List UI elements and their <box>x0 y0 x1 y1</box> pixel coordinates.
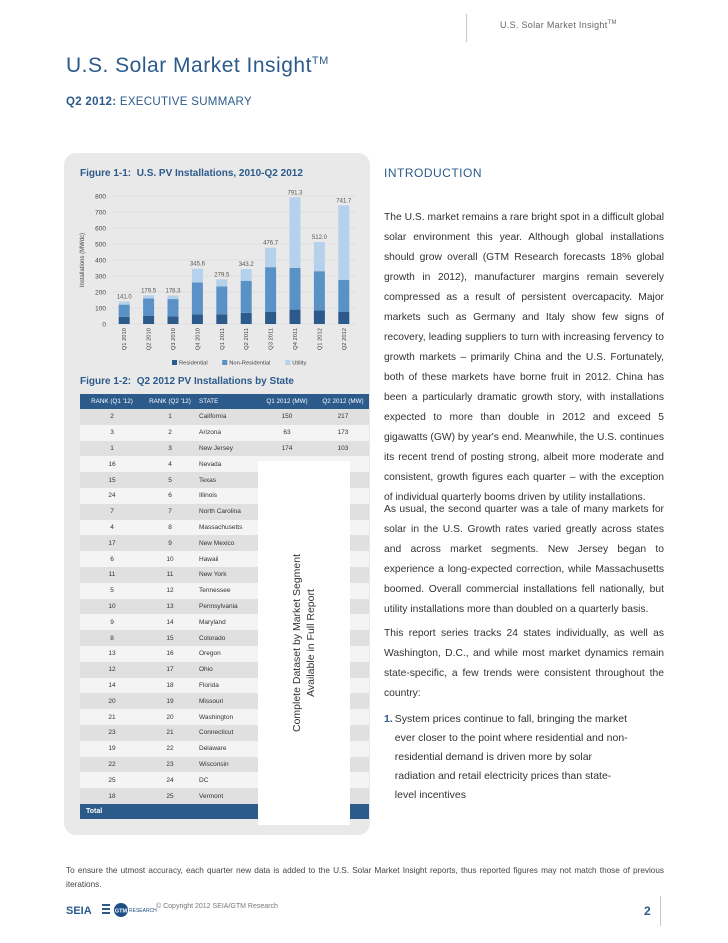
bar-segment-non-residential <box>241 281 252 313</box>
legend-label: Utility <box>292 360 307 367</box>
data-label: 178.3 <box>165 288 181 295</box>
table-cell: 19 <box>80 741 144 757</box>
page-subtitle: Q2 2012: EXECUTIVE SUMMARY <box>66 96 252 108</box>
bar-segment-residential <box>168 316 179 324</box>
y-tick-label: 600 <box>95 225 106 233</box>
table-cell: Nevada <box>196 456 257 472</box>
table-header-row <box>80 394 369 409</box>
bar-segment-non-residential <box>338 280 349 312</box>
table-cell: 18 <box>80 788 144 804</box>
table-cell: 25 <box>144 788 196 804</box>
table-cell: 174 <box>257 441 317 457</box>
bar-segment-utility <box>338 205 349 280</box>
table-cell: Missouri <box>196 693 257 709</box>
y-tick-label: 100 <box>95 305 106 313</box>
table-cell: 9 <box>144 535 196 551</box>
bar-segment-utility <box>192 269 203 283</box>
table-cell: Arizona <box>196 425 257 441</box>
table-cell: 6 <box>144 488 196 504</box>
bar-segment-utility <box>216 279 227 286</box>
table-cell: DC <box>196 772 257 788</box>
table-cell: 7 <box>80 504 144 520</box>
data-label: 343.2 <box>238 262 254 269</box>
bar-segment-non-residential <box>192 282 203 314</box>
copyright: © Copyright 2012 SEIA/GTM Research <box>156 903 278 910</box>
y-tick-label: 500 <box>95 241 106 249</box>
bar-segment-residential <box>143 316 154 324</box>
figure1-caption: Figure 1-1: U.S. PV Installations, 2010-Q2 2012 <box>80 168 303 179</box>
table-cell: 6 <box>80 551 144 567</box>
svg-text:RESEARCH: RESEARCH <box>129 908 157 914</box>
data-label: 741.7 <box>336 198 352 205</box>
bar-segment-residential <box>119 317 130 324</box>
bar-segment-non-residential <box>290 268 301 310</box>
table-cell: 2 <box>144 425 196 441</box>
bar-segment-residential <box>314 310 325 324</box>
table-cell: Hawaii <box>196 551 257 567</box>
table-cell: 16 <box>144 646 196 662</box>
table-header-cell: STATE <box>196 394 257 409</box>
table-cell: 23 <box>144 757 196 773</box>
bar-segment-residential <box>192 314 203 324</box>
table-cell: 173 <box>317 425 369 441</box>
full-report-notice: Complete Dataset by Market Segment Available in Full Report <box>290 554 317 732</box>
legend-swatch <box>222 360 227 365</box>
table-cell: 16 <box>80 456 144 472</box>
table-header-cell: Q2 2012 (MW) <box>317 394 369 409</box>
data-label: 141.0 <box>116 294 132 301</box>
table-cell: 8 <box>144 520 196 536</box>
table-cell: 63 <box>257 425 317 441</box>
x-tick-label: Q4 2011 <box>293 328 299 350</box>
bar-segment-utility <box>143 295 154 298</box>
table-cell: 22 <box>144 741 196 757</box>
table-cell: Florida <box>196 678 257 694</box>
page-number: 2 <box>644 904 651 918</box>
x-tick-label: Q2 2010 <box>146 328 153 351</box>
bar-segment-non-residential <box>216 286 227 314</box>
table-row <box>80 409 369 425</box>
table-cell: 17 <box>144 662 196 678</box>
table-cell: New Jersey <box>196 441 257 457</box>
legend-label: Residential <box>179 360 208 367</box>
legend-swatch <box>285 360 290 365</box>
trend-list-item <box>384 710 664 805</box>
table-cell: 19 <box>144 693 196 709</box>
table-row <box>80 425 369 441</box>
figure2-caption: Figure 1-2: Q2 2012 PV Installations by State <box>80 376 294 387</box>
x-tick-label: Q1 2012 <box>317 328 324 351</box>
table-cell: 14 <box>144 614 196 630</box>
table-row <box>80 441 369 457</box>
bar-segment-non-residential <box>143 298 154 316</box>
legend-label: Non-Residential <box>229 360 271 367</box>
legend-swatch <box>172 360 177 365</box>
table-cell: 20 <box>144 709 196 725</box>
bar-segment-utility <box>241 269 252 281</box>
table-cell: Washington <box>196 709 257 725</box>
table-cell: 7 <box>144 504 196 520</box>
running-header: U.S. Solar Market Insight™ <box>500 20 617 30</box>
table-cell: 13 <box>144 599 196 615</box>
table-cell: 21 <box>144 725 196 741</box>
list-text: System prices continue to fall, bringing the market ever closer to the point where residential and non-residential demand is driven more by solar radiation and retail electricity prices than state-level incentives <box>394 713 628 801</box>
y-tick-label: 0 <box>102 321 106 329</box>
table-cell: 17 <box>80 535 144 551</box>
y-tick-label: 200 <box>95 289 106 297</box>
x-tick-label: Q4 2010 <box>195 328 202 351</box>
data-label: 512.0 <box>311 235 327 242</box>
y-tick-label: 400 <box>95 257 106 265</box>
y-tick-label: 800 <box>95 193 106 201</box>
x-tick-label: Q3 2010 <box>171 328 177 351</box>
table-cell: 24 <box>144 772 196 788</box>
y-axis-label: Installations (MWdc) <box>80 232 86 288</box>
bar-segment-non-residential <box>119 305 130 317</box>
table-cell: Maryland <box>196 614 257 630</box>
table-cell: 9 <box>80 614 144 630</box>
x-tick-label: Q2 2011 <box>244 328 251 350</box>
table-cell: 12 <box>144 583 196 599</box>
page-title: U.S. Solar Market Insight™ <box>66 54 329 77</box>
table-cell: 25 <box>80 772 144 788</box>
bar-segment-residential <box>338 312 349 324</box>
table-cell: 15 <box>144 630 196 646</box>
table-cell: 3 <box>80 425 144 441</box>
table-cell: 18 <box>144 678 196 694</box>
bar-segment-residential <box>216 314 227 324</box>
table-cell: 1 <box>144 409 196 425</box>
x-tick-label: Q3 2011 <box>268 328 275 350</box>
bar-segment-non-residential <box>168 299 179 316</box>
table-cell: New York <box>196 567 257 583</box>
table-cell: 5 <box>144 472 196 488</box>
table-cell: 4 <box>144 456 196 472</box>
table-cell: 4 <box>80 520 144 536</box>
bar-segment-utility <box>119 301 130 304</box>
table-cell: North Carolina <box>196 504 257 520</box>
table-cell: 12 <box>80 662 144 678</box>
y-tick-label: 700 <box>95 209 106 217</box>
data-label: 476.7 <box>263 240 279 247</box>
table-cell: Massachusetts <box>196 520 257 536</box>
bar-segment-residential <box>241 313 252 324</box>
table-cell: Connecticut <box>196 725 257 741</box>
data-label: 345.6 <box>189 261 205 268</box>
header-divider <box>466 14 467 42</box>
seia-logo: SEIA <box>66 905 92 917</box>
intro-paragraph-1: The U.S. market remains a rare bright spot in a difficult global solar environment this year. Although global installations should grow overall (GTM Research forecasts 18% global growth in 2012), manufacturer margins remain severely compressed as a result of persistent overcapacity. Major markets such as Germany and Italy show few signs of recovery, leading suppliers to turn with increasing fervency to growth markets – primarily China and the U.S. Fortunately, both of these markets have borne fruit in 2012. China has been a particularly dramatic growth story, with installations expected to more than double in 2012 and exceed 5 gigawatts (GW) by year's end. Meanwhile, the U.S. continues its recent trend of posting strong, albeit more moderate and consistent, growth figures each quarter – with the exception of individual quarterly booms driven by utility installations. <box>384 212 664 503</box>
table-cell: 22 <box>80 757 144 773</box>
bar-segment-utility <box>168 295 179 299</box>
x-tick-label: Q2 2012 <box>341 328 348 351</box>
footnote: To ensure the utmost accuracy, each quarter new data is added to the U.S. Solar Market Insight reports, thus reported figures may not match those of previous iterations. <box>66 866 664 889</box>
bar-segment-non-residential <box>314 271 325 310</box>
table-cell: Texas <box>196 472 257 488</box>
table-cell: Wisconsin <box>196 757 257 773</box>
total-label: Total <box>80 804 144 819</box>
table-cell: 10 <box>80 599 144 615</box>
x-tick-label: Q1 2010 <box>122 328 129 351</box>
bar-segment-utility <box>290 197 301 268</box>
table-cell: Illinois <box>196 488 257 504</box>
table-cell: Colorado <box>196 630 257 646</box>
svg-text:GTM: GTM <box>114 908 128 915</box>
intro-paragraph-2: As usual, the second quarter was a tale of many markets for solar in the U.S. Growth rates varied greatly across states and across market segments. New Jersey began to experience a long-expected correction, while Massachusetts boomed. Overall commercial installations fell nationally, but utility installations more than doubled on a quarterly basis. <box>384 504 664 615</box>
table-cell: Vermont <box>196 788 257 804</box>
table-cell: Ohio <box>196 662 257 678</box>
list-number: 1. <box>384 713 393 725</box>
intro-heading: INTRODUCTION <box>384 166 482 180</box>
data-label: 791.3 <box>287 190 303 197</box>
table-cell: 13 <box>80 646 144 662</box>
table-cell: 217 <box>317 409 369 425</box>
table-cell: 14 <box>80 678 144 694</box>
table-cell: 23 <box>80 725 144 741</box>
installations-chart <box>80 184 360 374</box>
table-cell: 11 <box>144 567 196 583</box>
table-header-cell: Q1 2012 (MW) <box>257 394 317 409</box>
table-cell: 1 <box>80 441 144 457</box>
bar-segment-utility <box>314 242 325 271</box>
page-number-divider <box>660 896 661 926</box>
table-cell: 11 <box>80 567 144 583</box>
x-tick-label: Q1 2011 <box>219 328 226 350</box>
bar-segment-residential <box>290 310 301 324</box>
table-cell: New Mexico <box>196 535 257 551</box>
table-cell: Tennessee <box>196 583 257 599</box>
table-cell: 21 <box>80 709 144 725</box>
table-cell: 150 <box>257 409 317 425</box>
table-cell: 2 <box>80 409 144 425</box>
data-label: 279.5 <box>214 272 230 279</box>
table-cell: Oregon <box>196 646 257 662</box>
bar-segment-utility <box>265 248 276 267</box>
y-tick-label: 300 <box>95 273 106 281</box>
table-cell: 3 <box>144 441 196 457</box>
data-label: 179.5 <box>141 288 157 295</box>
table-cell: 103 <box>317 441 369 457</box>
table-header-cell: RANK (Q1 '12) <box>80 394 144 409</box>
table-cell: Delaware <box>196 741 257 757</box>
table-cell: 24 <box>80 488 144 504</box>
table-cell: 20 <box>80 693 144 709</box>
table-cell: Pennsylvania <box>196 599 257 615</box>
intro-paragraph-3: This report series tracks 24 states individually, as well as Washington, D.C., and while most market dynamics remain state-specific, a few trends were consistent throughout the country: <box>384 628 664 699</box>
partner-logos <box>66 900 157 920</box>
table-cell: 8 <box>80 630 144 646</box>
bar-segment-residential <box>265 312 276 324</box>
bar-segment-non-residential <box>265 267 276 312</box>
table-cell: 10 <box>144 551 196 567</box>
table-cell: 5 <box>80 583 144 599</box>
table-header-cell: RANK (Q2 '12) <box>144 394 196 409</box>
table-cell: 15 <box>80 472 144 488</box>
table-cell: California <box>196 409 257 425</box>
